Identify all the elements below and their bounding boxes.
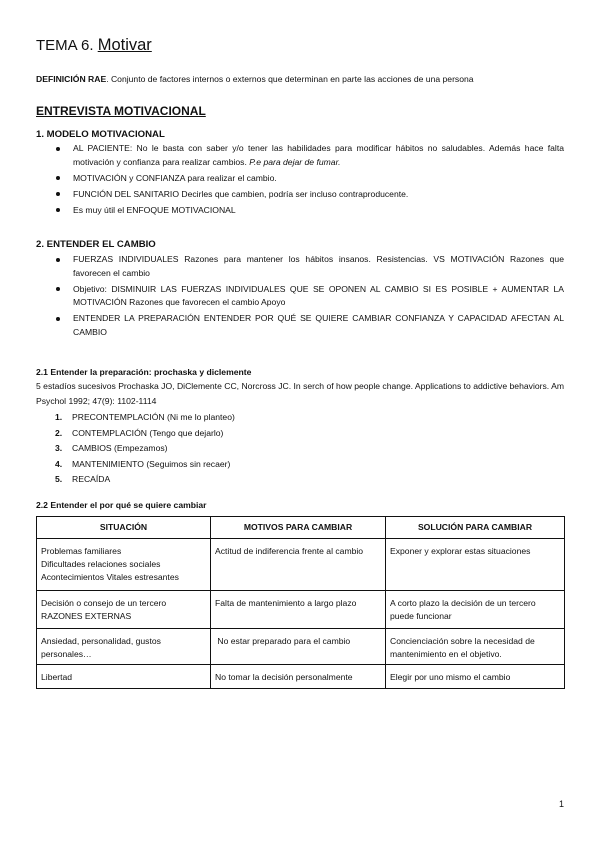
bullet-italic-text: P.e para dejar de fumar. [249, 156, 341, 167]
item-text: CAMBIOS (Empezamos) [72, 443, 168, 453]
page-title [36, 36, 152, 55]
table-row [37, 665, 565, 689]
list-item [36, 253, 564, 280]
item-text: RECAÍDA [72, 474, 111, 484]
column-header-situacion: SITUACIÓN [37, 517, 211, 539]
item-number: 1. [55, 412, 63, 422]
list-item [36, 312, 564, 339]
list-item [36, 283, 564, 310]
column-header-solucion: SOLUCIÓN PARA CAMBIAR [386, 517, 565, 539]
cell-situacion [37, 629, 211, 665]
list-item [36, 441, 235, 457]
page-number: 1 [558, 799, 564, 809]
list-item [36, 204, 564, 218]
bullet-text: MOTIVACIÓN y CONFIANZA para realizar el cambio. [73, 172, 277, 183]
bullet-text: FUNCIÓN DEL SANITARIO Decirles que cambien, podría ser incluso contraproducente. [73, 188, 409, 199]
motivation-table [36, 516, 565, 689]
bullet-text: AL PACIENTE: No le basta con saber y/o tener las habilidades para modificar hábitos no saludables. Además hace falta motivación y confianza para realizar cambios. [73, 143, 564, 167]
table-row [37, 591, 565, 629]
cell-solucion: Exponer y explorar estas situaciones [386, 539, 565, 591]
item-number: 2. [55, 427, 63, 438]
cell-line: Dificultades relaciones sociales [41, 559, 161, 569]
list-item [36, 472, 235, 488]
list-item [36, 188, 564, 202]
definition-label: DEFINICIÓN RAE [36, 74, 107, 84]
cell-line: Ansiedad, personalidad, gustos personales… [41, 636, 161, 659]
cell-situacion [37, 591, 211, 629]
item-text: PRECONTEMPLACIÓN (Ni me lo planteo) [72, 412, 235, 422]
bullet-icon [56, 192, 60, 196]
heading-por-que: 2.2 Entender el por qué se quiere cambiar [36, 500, 207, 510]
bullet-text: Objetivo: DISMINUIR LAS FUERZAS INDIVIDUALES QUE SE OPONEN AL CAMBIO SI ES POSIBLE + AUMENTAR LA MOTIVACIÓN Razones que favorecen el cambio Apoyo [73, 283, 564, 307]
bullet-icon [56, 147, 60, 151]
list-item [36, 172, 564, 186]
cell-situacion [37, 539, 211, 591]
cell-situacion [37, 665, 211, 689]
list-item [36, 426, 235, 442]
heading-preparacion: 2.1 Entender la preparación: prochaska y diclemente [36, 367, 252, 377]
definition-paragraph [36, 73, 566, 85]
column-header-motivos: MOTIVOS PARA CAMBIAR [211, 517, 386, 539]
bullet-icon [56, 317, 60, 321]
bullet-text: Es muy útil el ENFOQUE MOTIVACIONAL [73, 204, 236, 215]
heading-entender-cambio: 2. ENTENDER EL CAMBIO [36, 239, 156, 250]
paragraph-estadios: 5 estadíos sucesivos Prochaska JO, DiClemente CC, Norcross JC. In serch of how people change. Applications to addictive behaviors. Am Psychol 1992; 47(9): 1102-1114 [36, 381, 564, 406]
cell-line: RAZONES EXTERNAS [41, 611, 132, 621]
bullet-list-modelo [36, 142, 564, 220]
bullet-text: FUERZAS INDIVIDUALES Razones para mantener los hábitos insanos. Resistencias. VS MOTIVACIÓN Razones que favorecen el cambio [73, 254, 564, 278]
heading-modelo-motivacional: 1. MODELO MOTIVACIONAL [36, 129, 165, 140]
bullet-icon [56, 208, 60, 212]
list-item [36, 142, 564, 169]
cell-motivos: No estar preparado para el cambio [211, 629, 386, 665]
cell-motivos: Falta de mantenimiento a largo plazo [211, 591, 386, 629]
title-prefix: TEMA 6. [36, 37, 94, 54]
cell-line: Libertad [41, 672, 73, 682]
item-number: 3. [55, 443, 63, 453]
table-row [37, 539, 565, 591]
bullet-icon [56, 258, 60, 262]
bullet-icon [56, 176, 60, 180]
cell-solucion: Elegir por uno mismo el cambio [386, 665, 565, 689]
item-text: CONTEMPLACIÓN (Tengo que dejarlo) [72, 427, 224, 438]
cell-line: Problemas familiares [41, 546, 122, 556]
list-item [36, 410, 235, 426]
list-item [36, 457, 235, 473]
cell-line: Acontecimientos Vitales estresantes [41, 572, 179, 582]
cell-solucion: A corto plazo la decisión de un tercero puede funcionar [386, 591, 565, 629]
table-header-row [37, 517, 565, 539]
item-number: 4. [55, 458, 63, 469]
bullet-text: ENTENDER LA PREPARACIÓN ENTENDER POR QUÉ SE QUIERE CAMBIAR CONFIANZA Y CAPACIDAD AFECTAN AL CAMBIO [73, 313, 564, 337]
table-row [37, 629, 565, 665]
title-word: Motivar [97, 36, 152, 54]
cell-motivos: No tomar la decisión personalmente [211, 665, 386, 689]
bullet-icon [56, 287, 60, 291]
item-text: MANTENIMIENTO (Seguimos sin recaer) [72, 458, 231, 469]
item-number: 5. [55, 474, 63, 484]
cell-motivos: Actitud de indiferencia frente al cambio [211, 539, 386, 591]
numbered-list-stages [36, 410, 235, 488]
definition-text: . Conjunto de factores internos o externos que determinan en parte las acciones de una persona [106, 74, 474, 84]
cell-line: Decisión o consejo de un tercero [41, 598, 167, 608]
bullet-list-cambio [36, 253, 564, 342]
section-title: ENTREVISTA MOTIVACIONAL [36, 104, 206, 118]
cell-solucion: Concienciación sobre la necesidad de mantenimiento en el objetivo. [386, 629, 565, 665]
